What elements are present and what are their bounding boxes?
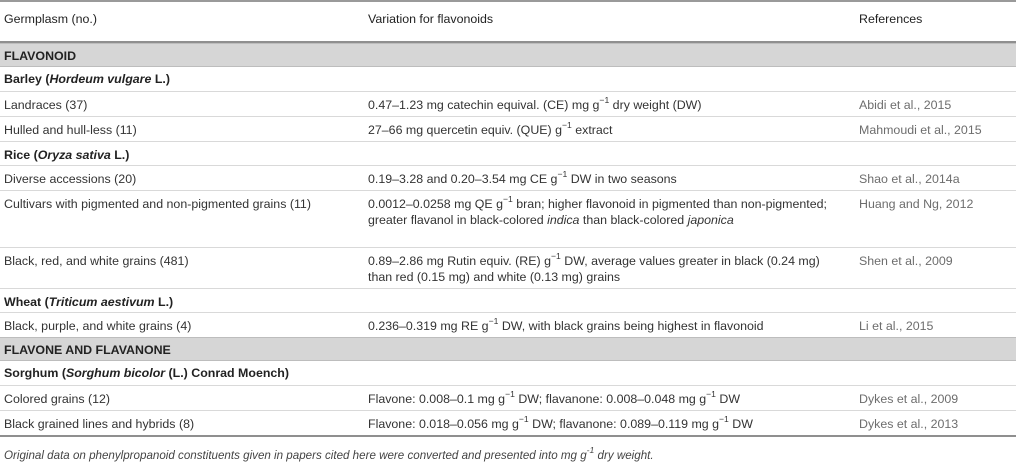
variation-text: DW; flavanone: 0.008–0.048 mg g [514,392,707,406]
variation-cell [368,168,846,187]
variation-text: DW; flavanone: 0.089–0.119 mg g [528,417,720,431]
top-rule [0,0,1016,2]
variation-cell [368,193,846,228]
group-latin-name: Sorghum bicolor [65,366,166,380]
section-label: FLAVONOID [4,49,77,63]
unit-exponent: −1 [518,413,529,424]
variation-text: DW, with black grains being highest in flavonoid [498,319,764,333]
germplasm-cell: Black, purple, and white grains (4) [4,319,192,333]
unit-exponent: −1 [706,388,716,399]
group-suffix: L.) [151,72,170,86]
section-flavonoid [0,43,1016,67]
group-label [4,365,484,381]
group-common-name: Sorghum ( [4,366,66,380]
table-row-cultivars [0,190,1016,247]
group-label [4,71,359,87]
variation-cell [368,250,846,285]
variation-text: DW [715,392,741,406]
table-row-black-purple [0,312,1016,337]
variation-text: 0.19–3.28 and 0.20–3.54 mg CE g [368,172,558,186]
group-suffix: L.) [110,148,130,162]
unit-exponent: −1 [719,413,729,424]
variation-text: 0.47–1.23 mg catechin equival. (CE) mg g [368,98,600,112]
variation-cell [368,94,846,113]
variation-text: bran; higher flavonoid in pigmented than non-pigmented; greater flavanol in black-colored [368,197,827,227]
table-header-row [0,0,1016,41]
unit-exponent: −1 [488,315,499,326]
footnote-text: dry weight. [594,449,654,462]
reference-cell: Abidi et al., 2015 [859,98,952,112]
table-row-landraces [0,91,1016,116]
germplasm-cell: Hulled and hull-less (11) [4,123,137,137]
variation-text: extract [571,123,613,137]
table-row-hulled [0,116,1016,141]
table-row-black-grained [0,410,1016,435]
group-barley [0,67,1016,91]
group-rice [0,141,1016,165]
variation-text: 0.0012–0.0258 mg QE g [368,197,504,211]
section-flavone-flavanone [0,337,1016,361]
table-footnote [4,445,654,462]
group-suffix: L.) [154,295,174,309]
group-latin-name: Oryza sativa [37,148,111,162]
variation-text: 27–66 mg quercetin equiv. (QUE) g [368,123,562,137]
reference-cell: Shao et al., 2014a [859,172,960,186]
variation-cell [368,119,846,138]
group-label [4,147,359,163]
reference-cell: Huang and Ng, 2012 [859,197,974,211]
variation-cell [368,413,846,432]
header-references: References [859,12,923,26]
germplasm-cell: Black grained lines and hybrids (8) [4,417,195,431]
variation-text: 0.89–2.86 mg Rutin equiv. (RE) g [368,254,551,268]
group-sorghum [0,361,1016,385]
germplasm-cell: Diverse accessions (20) [4,172,137,186]
table-row-colored [0,385,1016,410]
footnote-exponent: -1 [586,445,595,456]
header-variation: Variation for flavonoids [368,12,494,26]
group-latin-name: Hordeum vulgare [49,72,152,86]
unit-exponent: −1 [557,168,568,179]
unit-exponent: −1 [503,193,513,204]
variation-cell [368,315,846,334]
unit-exponent: −1 [550,250,561,261]
reference-cell: Dykes et al., 2013 [859,417,959,431]
germplasm-cell: Cultivars with pigmented and non-pigmented grains (11) [4,197,311,211]
variation-text: DW, average values greater in black (0.24 mg) than red (0.15 mg) and white (0.13 mg) grains [368,254,820,284]
group-common-name: Wheat ( [4,295,49,309]
variation-text: 0.236–0.319 mg RE g [368,319,489,333]
variation-text: dry weight (DW) [609,98,702,112]
group-suffix: (L.) Conrad Moench) [165,366,289,380]
reference-cell: Mahmoudi et al., 2015 [859,123,982,137]
group-common-name: Rice ( [4,148,38,162]
section-label: FLAVONE AND FLAVANONE [4,343,171,357]
variation-text: than black-colored [579,213,688,227]
footnote-text: Original data on phenylpropanoid constituents given in papers cited here were converted and presented into mg g [4,449,587,462]
group-wheat [0,288,1016,312]
germplasm-cell: Black, red, and white grains (481) [4,254,189,268]
variation-text: Flavone: 0.018–0.056 mg g [368,417,519,431]
table-row-diverse [0,165,1016,190]
unit-exponent: −1 [505,388,515,399]
unit-exponent: −1 [562,119,572,130]
variation-text: DW [728,417,753,431]
header-germplasm: Germplasm (no.) [4,12,97,26]
variation-italic: japonica [687,213,734,227]
bottom-rule [0,435,1016,437]
germplasm-cell: Colored grains (12) [4,392,111,406]
table-row-black-red [0,247,1016,288]
reference-cell: Dykes et al., 2009 [859,392,959,406]
variation-text: DW in two seasons [567,172,677,186]
reference-cell: Li et al., 2015 [859,319,934,333]
variation-cell [368,388,846,407]
reference-cell: Shen et al., 2009 [859,254,953,268]
germplasm-cell: Landraces (37) [4,98,88,112]
variation-text: Flavone: 0.008–0.1 mg g [368,392,506,406]
group-label [4,294,359,310]
group-latin-name: Triticum aestivum [48,295,155,309]
variation-italic: indica [547,213,580,227]
group-common-name: Barley ( [4,72,50,86]
unit-exponent: −1 [599,94,610,105]
